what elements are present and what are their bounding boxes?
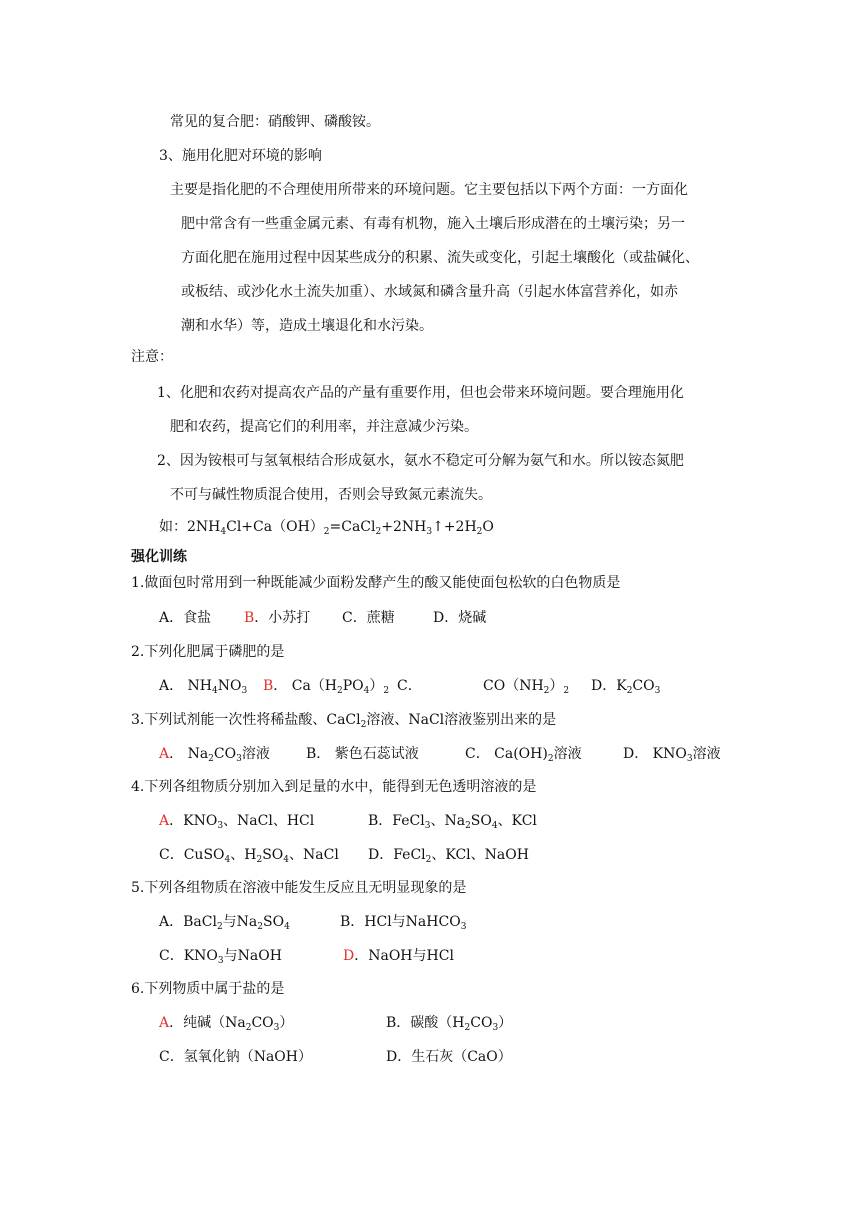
q2-option-b: B． $Ca(H_2PO_4)_2$ — [263, 678, 390, 696]
q4-option-d: D．FeCl$_2$、KCl、NaOH — [368, 847, 529, 865]
question-1-stem: 1.做面包时常用到一种既能减少面粉发酵产生的酸又能使面包松软的白色物质是 — [131, 575, 621, 591]
note-1-line: 肥和农药，提高它们的利用率，并注意减少污染。 — [170, 419, 478, 435]
question-6-stem: 6.下列物质中属于盐的是 — [131, 981, 285, 997]
q1-option-c: C．蔗糖 — [342, 610, 395, 626]
note-2-line: 不可与碱性物质混合使用，否则会导致氮元素流失。 — [170, 487, 492, 503]
q6-option-b: B．碳酸$(H_2CO_3)$ — [386, 1015, 513, 1033]
q5-option-d: D．NaOH与HCl — [343, 948, 454, 964]
compound-fertilizer-line: 常见的复合肥：硝酸钾、磷酸铵。 — [170, 114, 380, 130]
question-4-stem: 4.下列各组物质分别加入到足量的水中，能得到无色透明溶液的是 — [131, 779, 537, 795]
q6-option-a: A．纯碱$(Na_2CO_3)$ — [159, 1015, 294, 1033]
note-2-line: 2、因为铵根可与氢氧根结合形成氨水，氨水不稳定可分解为氨气和水。所以铵态氮肥 — [157, 453, 684, 469]
paragraph-line: 主要是指化肥的不合理使用所带来的环境问题。它主要包括以下两个方面：一方面化 — [170, 182, 688, 198]
q5-option-c: C．$KNO_3$与NaOH — [159, 948, 282, 966]
q1-option-a: A．食盐 — [159, 610, 212, 626]
q4-option-a: A．$KNO_3$、NaCl、HCl — [159, 813, 315, 831]
q5-option-b: B．HCl与NaHCO$_3$ — [340, 914, 467, 932]
q5-option-a: A．BaCl$_2$与$Na_2SO_4$ — [159, 914, 290, 932]
q6-option-c: C．氢氧化钠（NaOH） — [159, 1049, 312, 1065]
q3-option-a: A． $Na_2CO_3$溶液 — [159, 746, 270, 764]
q4-option-c: C．CuSO$_4$、$H_2SO_4$、NaCl — [159, 847, 339, 865]
paragraph-line: 肥中常含有一些重金属元素、有毒有机物，施入土壤后形成潜在的土壤污染；另一 — [181, 216, 685, 232]
q3-option-d: D． $KNO_3$溶液 — [623, 746, 721, 764]
q2-option-a: A． $NH_4NO_3$ — [159, 678, 248, 696]
q3-option-c: C． $Ca(OH)_2$溶液 — [465, 746, 582, 764]
question-3-stem: 3.下列试剂能一次性将稀盐酸、CaCl$_2$溶液、NaCl溶液鉴别出来的是 — [131, 712, 557, 730]
paragraph-line: 潮和水华）等，造成土壤退化和水污染。 — [181, 318, 433, 334]
reaction-equation: 如：$2NH_4Cl+Ca(OH)_2=CaCl_2+2NH_3↑+2H_2O$ — [159, 519, 494, 537]
section-3-title: 3、施用化肥对环境的影响 — [159, 148, 322, 164]
note-1-line: 1、化肥和农药对提高农产品的产量有重要作用，但也会带来环境问题。要合理施用化 — [157, 385, 684, 401]
q2-option-d: D．$K_2CO_3$ — [591, 678, 661, 696]
q2-option-c-formula: $CO(NH_2)_2$ — [483, 678, 570, 696]
paragraph-line: 方面化肥在施用过程中因某些成分的积累、流失或变化，引起土壤酸化（或盐碱化、 — [181, 250, 699, 266]
q1-option-b: B．小苏打 — [244, 610, 311, 626]
q3-option-b: B． 紫色石蕊试液 — [306, 746, 419, 762]
q1-option-d: D．烧碱 — [433, 610, 487, 626]
question-5-stem: 5.下列各组物质在溶液中能发生反应且无明显现象的是 — [131, 880, 467, 896]
q6-option-d: D．生石灰（CaO） — [386, 1049, 512, 1065]
q2-option-c: C． — [397, 678, 422, 694]
section-title: 强化训练 — [131, 549, 187, 565]
paragraph-line: 或板结、或沙化水土流失加重）、水域氮和磷含量升高（引起水体富营养化，如赤 — [181, 284, 678, 300]
note-title: 注意： — [131, 349, 173, 365]
q4-option-b: B．FeCl$_3$、$Na_2SO_4$、KCl — [368, 813, 537, 831]
question-2-stem: 2.下列化肥属于磷肥的是 — [131, 644, 285, 660]
